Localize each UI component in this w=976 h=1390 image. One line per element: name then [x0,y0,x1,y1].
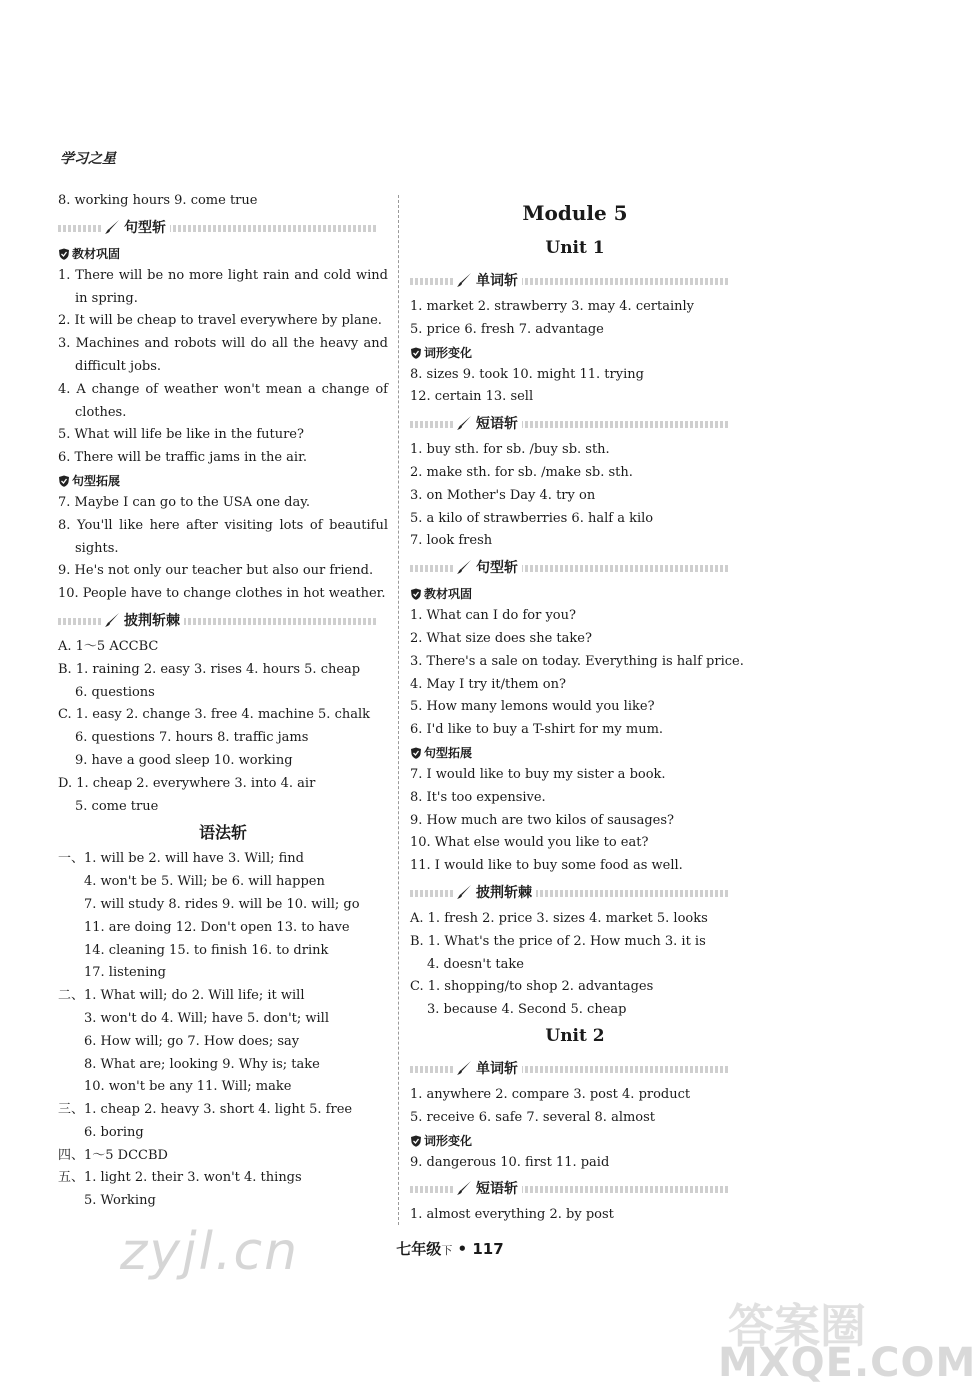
section-title: 句型斩 [124,219,166,236]
section-label [454,1178,522,1198]
section-title: 句型斩 [476,560,518,577]
subsection-header [410,1130,740,1152]
section-label [454,1058,522,1078]
section-title: 短语斩 [476,1181,518,1198]
shield-icon [410,588,422,600]
answer-line: 2. make sth. for sb. /make sb. sth. [410,464,633,480]
answer-line: 6. I'd like to buy a T-shirt for my mum. [410,722,664,738]
answer-line: B. 1. raining 2. easy 3. rises 4. hours 5. cheap [58,661,361,677]
answer-line: 7. will study 8. rides 9. will be 10. will; go [84,896,360,912]
answer-line: 3. Machines and robots will do all the heavy and [58,336,388,352]
answer-line: 9. dangerous 10. first 11. paid [410,1154,610,1170]
grade-label: 七年级 [396,1240,442,1258]
section-header [410,268,740,294]
answer-line: 5. Working [84,1193,156,1209]
page-number: 117 [472,1240,504,1258]
answer-line: 2. What size does she take? [410,630,592,646]
watermark-zyjl: zyjl.cn [120,1222,300,1282]
answer-line: 3. There's a sale on today. Everything is half price. [410,653,744,669]
answer-line: C. 1. easy 2. change 3. free 4. machine 5. chalk [58,707,371,723]
shield-icon [58,475,70,487]
shield-icon [58,248,70,260]
subsection-title: 句型拓展 [424,745,473,760]
answer-line: 5. price 6. fresh 7. advantage [410,321,604,337]
answer-line: 6. How will; go 7. How does; say [84,1033,300,1049]
answer-line: 6. questions 7. hours 8. traffic jams [75,730,309,746]
answer-line: 10. won't be any 11. Will; make [84,1079,292,1095]
subsection-title: 词形变化 [424,1133,473,1148]
answer-line: 5. a kilo of strawberries 6. half a kilo [410,510,654,526]
answer-line: 9. He's not only our teacher but also our friend. [58,563,374,579]
answer-line: 6. boring [84,1124,144,1140]
section-label [454,270,522,290]
answer-line: 5. What will life be like in the future? [58,427,304,443]
brush-icon [456,1180,472,1196]
answer-line: 二、1. What will; do 2. Will life; it will [58,988,305,1004]
section-title: 短语斩 [476,416,518,433]
unit-heading: Unit 2 [545,1025,605,1046]
brush-icon [104,612,120,628]
footer-dot: • [457,1240,468,1258]
answer-line: 3. won't do 4. Will; have 5. don't; will [84,1010,329,1026]
brush-icon [456,272,472,288]
unit-heading: Unit 1 [545,238,605,258]
answer-line: 17. listening [84,965,166,981]
section-header [410,555,740,581]
section-label [454,557,522,577]
answer-line: in spring. [75,290,138,306]
subsection-header [58,470,388,492]
answer-line: 12. certain 13. sell [410,389,534,405]
answer-line: 1. There will be no more light rain and cold wind [58,267,388,283]
subsection-header [58,243,388,265]
answer-line: 10. What else would you like to eat? [410,835,649,851]
answer-line: A. 1～5 ACCBC [58,638,159,654]
answer-line: 一、1. will be 2. will have 3. Will; find [58,851,304,867]
answer-line: 1. buy sth. for sb. /buy sb. sth. [410,442,610,458]
answer-line: 5. come true [75,798,159,814]
answer-line: 4. won't be 5. Will; be 6. will happen [84,874,325,890]
watermark-answer-circle: 答案圈 [728,1299,866,1353]
answer-line: 三、1. cheap 2. heavy 3. short 4. light 5. free [58,1102,353,1118]
section-header [410,880,740,906]
column-divider [398,195,399,1225]
watermark-mxqe: MXQE.COM [718,1340,976,1386]
answer-line: 7. Maybe I can go to the USA one day. [58,494,311,510]
answer-line: 5. receive 6. safe 7. several 8. almost [410,1109,656,1125]
answer-line: 7. look fresh [410,533,493,549]
subsection-header [410,583,740,605]
shield-icon [410,347,422,359]
answer-line: 9. How much are two kilos of sausages? [410,812,675,828]
answer-line: 6. There will be traffic jams in the air. [58,450,308,466]
section-title: 单词斩 [476,1060,518,1077]
answer-line: 1. almost everything 2. by post [410,1207,614,1223]
section-title: 单词斩 [476,273,518,289]
answer-line: 3. because 4. Second 5. cheap [427,1002,627,1018]
answer-line: 1. What can I do for you? [410,608,576,624]
section-label [102,217,170,237]
subsection-header [410,342,740,364]
term-label: 下 [441,1244,453,1257]
answer-line: 8. You'll like here after visiting lots of beautiful [58,517,388,533]
answer-line: 1. anywhere 2. compare 3. post 4. product [410,1086,691,1102]
answer-line: 7. I would like to buy my sister a book. [410,766,666,782]
brush-icon [456,415,472,431]
section-title: 披荆斩棘 [124,612,180,629]
brush-icon [456,1060,472,1076]
subsection-title: 教材巩固 [72,246,121,261]
answer-line: B. 1. What's the price of 2. How much 3. it is [410,933,706,949]
answer-line: 14. cleaning 15. to finish 16. to drink [84,942,329,958]
answer-line: 8. sizes 9. took 10. might 11. trying [410,366,644,382]
answer-line: 四、1～5 DCCBD [58,1147,168,1163]
answer-line: clothes. [75,404,127,420]
answer-line: A. 1. fresh 2. price 3. sizes 4. market 5. looks [410,910,708,926]
answer-line: 8. working hours 9. come true [58,193,258,208]
section-header [58,215,388,241]
answer-line: 6. questions [75,684,155,700]
right-column [410,196,744,1227]
section-header [410,1056,740,1082]
shield-icon [410,747,422,759]
answer-line: 8. It's too expensive. [410,789,546,805]
answer-line: 4. doesn't take [427,956,524,972]
answer-line: D. 1. cheap 2. everywhere 3. into 4. air [58,775,316,791]
answer-line: difficult jobs. [75,358,162,374]
answer-line: 11. are doing 12. Don't open 13. to have [84,919,350,935]
section-label [454,413,522,433]
answer-line: 3. on Mother's Day 4. try on [410,487,596,503]
section-label [102,610,184,630]
section-label [454,882,536,902]
answer-line: 5. How many lemons would you like? [410,699,655,715]
brush-icon [456,884,472,900]
answer-line: sights. [75,540,119,556]
subsection-title: 句型拓展 [72,473,121,488]
grammar-heading: 语法斩 [198,823,247,843]
answer-line: 10. People have to change clothes in hot weather. [58,586,386,602]
section-header [58,608,388,634]
module-heading: Module 5 [522,201,628,225]
section-title: 披荆斩棘 [476,884,532,901]
answer-line: 1. market 2. strawberry 3. may 4. certainly [410,299,695,314]
brush-icon [104,219,120,235]
answer-line: 4. A change of weather won't mean a change of [58,381,388,397]
brush-icon [456,559,472,575]
brand-logo: 学习之星 [60,151,116,167]
subsection-title: 词形变化 [424,345,473,360]
left-column [58,190,388,1213]
section-header [410,1176,740,1202]
subsection-title: 教材巩固 [424,587,473,602]
answer-line: 9. have a good sleep 10. working [75,752,293,768]
answer-line: 4. May I try it/them on? [410,676,566,692]
answer-line: 五、1. light 2. their 3. won't 4. things [58,1170,302,1186]
answer-line: 8. What are; looking 9. Why is; take [84,1056,320,1072]
shield-icon [410,1135,422,1147]
subsection-header [410,742,740,764]
section-header [410,411,740,437]
answer-line: C. 1. shopping/to shop 2. advantages [410,979,654,995]
answer-line: 11. I would like to buy some food as well. [410,858,683,874]
answer-line: 2. It will be cheap to travel everywhere by plane. [58,313,382,329]
